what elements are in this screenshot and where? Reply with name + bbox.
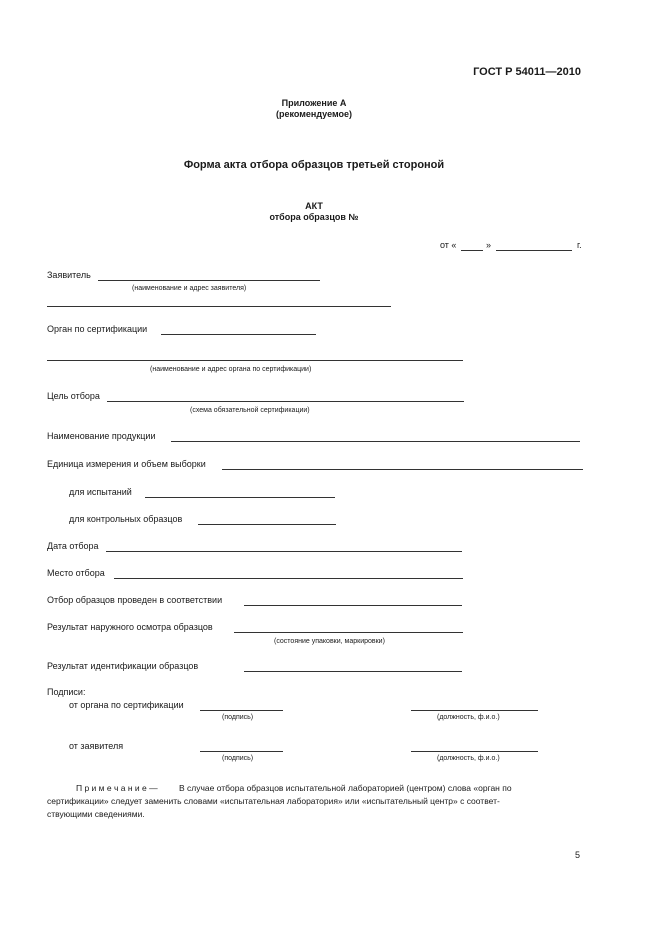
note-label: П р и м е ч а н и е — xyxy=(76,783,158,793)
cert-body-field-line2[interactable] xyxy=(47,360,463,361)
note-line-3: ствующими сведениями. xyxy=(47,809,145,819)
sign-cert-body-position-caption: (должность, ф.и.о.) xyxy=(437,714,500,721)
sign-applicant-position-caption: (должность, ф.и.о.) xyxy=(437,755,500,762)
cert-body-caption: (наименование и адрес органа по сертификации) xyxy=(150,366,312,373)
purpose-field[interactable] xyxy=(107,401,464,402)
applicant-caption: (наименование и адрес заявителя) xyxy=(132,285,247,292)
applicant-field[interactable] xyxy=(98,280,320,281)
sign-applicant-signature-caption: (подпись) xyxy=(222,755,254,762)
identification-label: Результат идентификации образцов xyxy=(47,661,199,671)
unit-volume-label: Единица измерения и объем выборки xyxy=(47,459,206,469)
act-subtitle: отбора образцов № xyxy=(269,212,359,222)
place-field[interactable] xyxy=(114,578,463,579)
cert-body-field[interactable] xyxy=(161,334,316,335)
appendix-title: Приложение А xyxy=(281,98,347,108)
sign-cert-body-signature-field[interactable] xyxy=(200,710,283,711)
purpose-caption: (схема обязательной сертификации) xyxy=(190,407,310,414)
sign-cert-body-label: от органа по сертификации xyxy=(69,700,184,710)
applicant-label: Заявитель xyxy=(47,270,91,280)
date-month-blank[interactable] xyxy=(496,250,572,251)
sign-applicant-signature-field[interactable] xyxy=(200,751,283,752)
form-title: Форма акта отбора образцов третьей стороной xyxy=(183,159,445,171)
date-label: Дата отбора xyxy=(47,541,99,551)
note-line-2: сертификации» следует заменить словами «испытательная лаборатория» или «испытательный центр» с соответ- xyxy=(47,796,500,806)
product-name-field[interactable] xyxy=(171,441,580,442)
date-day-blank[interactable] xyxy=(461,250,483,251)
sign-applicant-label: от заявителя xyxy=(69,741,124,751)
sign-cert-body-signature-caption: (подпись) xyxy=(222,714,254,721)
applicant-field-line2[interactable] xyxy=(47,306,391,307)
inspection-field[interactable] xyxy=(234,632,463,633)
date-prefix: от « xyxy=(440,240,457,250)
for-control-field[interactable] xyxy=(198,524,336,525)
place-label: Место отбора xyxy=(47,568,105,578)
purpose-label: Цель отбора xyxy=(47,391,100,401)
unit-volume-field[interactable] xyxy=(222,469,583,470)
inspection-label: Результат наружного осмотра образцов xyxy=(47,622,213,632)
for-tests-label: для испытаний xyxy=(69,487,132,497)
sign-applicant-position-field[interactable] xyxy=(411,751,538,752)
date-suffix: г. xyxy=(577,240,582,250)
standard-code: ГОСТ Р 54011—2010 xyxy=(473,66,581,78)
for-tests-field[interactable] xyxy=(145,497,335,498)
product-name-label: Наименование продукции xyxy=(47,431,156,441)
conducted-field[interactable] xyxy=(244,605,462,606)
sign-cert-body-position-field[interactable] xyxy=(411,710,538,711)
page-number: 5 xyxy=(575,850,581,860)
conducted-label: Отбор образцов проведен в соответствии xyxy=(47,595,223,605)
note-line-1: В случае отбора образцов испытательной лабораторией (центром) слова «орган по xyxy=(179,783,512,793)
appendix-type: (рекомендуемое) xyxy=(276,109,352,119)
identification-field[interactable] xyxy=(244,671,462,672)
date-middle: » xyxy=(486,240,492,250)
signatures-title: Подписи: xyxy=(47,687,86,697)
inspection-caption: (состояние упаковки, маркировки) xyxy=(274,638,385,645)
cert-body-label: Орган по сертификации xyxy=(47,324,148,334)
date-field[interactable] xyxy=(106,551,462,552)
act-title: АКТ xyxy=(305,201,323,211)
for-control-label: для контрольных образцов xyxy=(69,514,183,524)
